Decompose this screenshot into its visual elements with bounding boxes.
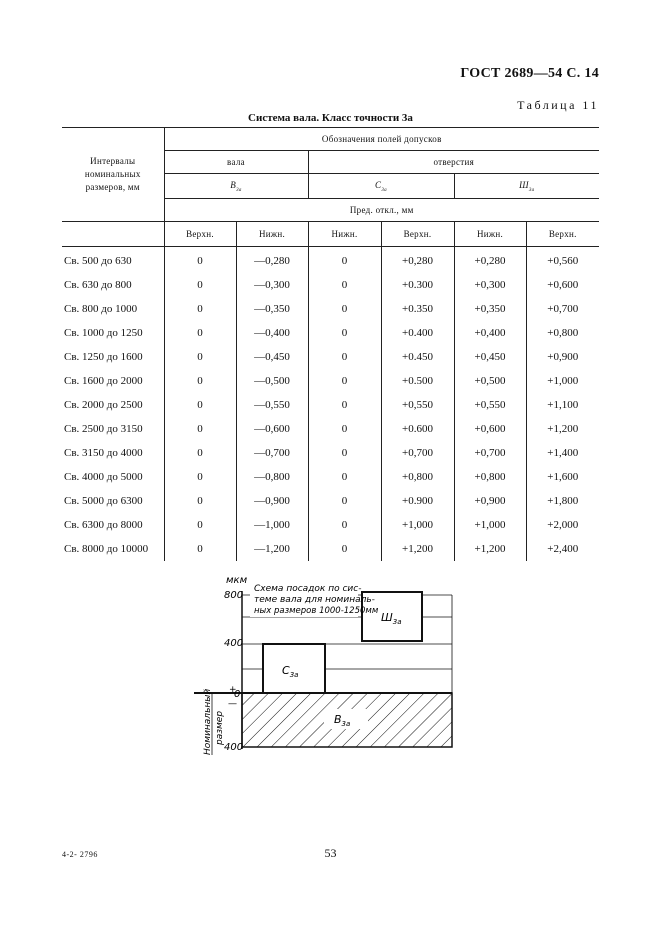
table-row <box>62 465 599 489</box>
deviation-cell: —0,280 <box>236 247 308 274</box>
deviation-cell: +0,560 <box>526 247 599 274</box>
deviation-cell: +0,800 <box>381 465 454 489</box>
deviation-cell: +1,600 <box>526 465 599 489</box>
deviation-cell: 0 <box>308 537 381 561</box>
table-label: Таблица 11 <box>517 98 599 112</box>
deviation-cell: —0,600 <box>236 417 308 441</box>
size-interval-cell: Св. 2000 до 2500 <box>64 399 143 411</box>
deviation-cell: +0,400 <box>454 321 526 345</box>
deviation-cell: —0,350 <box>236 297 308 321</box>
deviation-cell: —0,500 <box>236 369 308 393</box>
table-row <box>62 273 599 297</box>
deviation-cell: +0,450 <box>454 345 526 369</box>
unit-label: мкм <box>226 575 248 586</box>
symbol-hole-sh: $Ш_{3а}$ <box>454 174 599 199</box>
deviation-cell: —1,000 <box>236 513 308 537</box>
table-row <box>62 297 599 321</box>
deviation-cell: 0 <box>164 247 236 274</box>
table-row <box>62 393 599 417</box>
deviation-cell: +0,550 <box>454 393 526 417</box>
label-b3a: $В_{3а}$ <box>334 713 351 728</box>
deviation-cell: +0.300 <box>381 273 454 297</box>
deviation-cell: 0 <box>308 369 381 393</box>
deviation-cell: —0,300 <box>236 273 308 297</box>
size-interval-cell: Св. 8000 до 10000 <box>64 543 149 555</box>
deviation-cell: —0,900 <box>236 489 308 513</box>
side-label-size: размер <box>215 710 225 745</box>
deviation-cell: +0,600 <box>526 273 599 297</box>
size-interval-cell: Св. 6300 до 8000 <box>64 519 143 531</box>
deviation-cell: 0 <box>164 417 236 441</box>
size-interval-cell: Св. 1600 до 2000 <box>64 375 143 387</box>
size-interval-cell: Св. 3150 до 4000 <box>64 447 143 459</box>
deviation-cell: +0,800 <box>526 321 599 345</box>
side-label-nominal: Номинальный <box>203 688 213 755</box>
shaft-header: вала <box>164 151 308 174</box>
deviation-cell: 0 <box>164 273 236 297</box>
deviation-cell: —0,550 <box>236 393 308 417</box>
deviation-cell: +1,800 <box>526 489 599 513</box>
table-row <box>62 345 599 369</box>
size-interval-cell: Св. 500 до 630 <box>64 255 132 267</box>
deviation-cell: 0 <box>308 441 381 465</box>
deviation-cell: 0 <box>308 321 381 345</box>
caption-line: теме вала для номиналь- <box>254 595 375 605</box>
deviation-cell: +0,550 <box>381 393 454 417</box>
label-c3a: $С_{3а}$ <box>282 664 299 679</box>
deviation-cell: +1,000 <box>381 513 454 537</box>
deviation-cell: 0 <box>164 297 236 321</box>
col-header: Верхн. <box>526 222 599 247</box>
deviation-cell: +1,200 <box>381 537 454 561</box>
size-interval-cell: Св. 800 до 1000 <box>64 303 138 315</box>
col-header-blank <box>62 222 164 247</box>
deviation-cell: 0 <box>308 393 381 417</box>
deviation-cell: 0 <box>308 273 381 297</box>
deviation-cell: 0 <box>164 465 236 489</box>
deviation-cell: +1,000 <box>454 513 526 537</box>
deviation-cell: +0,900 <box>454 489 526 513</box>
deviation-cell: 0 <box>308 513 381 537</box>
table-row <box>62 321 599 345</box>
field-hole-c3a <box>263 644 325 693</box>
tick-zero-plus: + <box>229 685 237 695</box>
size-interval-cell: Св. 1250 до 1600 <box>64 351 143 363</box>
size-interval-cell: Св. 1000 до 1250 <box>64 327 143 339</box>
table-body <box>62 247 599 562</box>
deviation-cell: +0.500 <box>381 369 454 393</box>
tick-zero: 0 <box>234 689 241 700</box>
deviation-cell: 0 <box>308 345 381 369</box>
deviation-cell: +1,400 <box>526 441 599 465</box>
document-reference: ГОСТ 2689—54 С. 14 <box>460 66 599 81</box>
deviation-cell: —0,400 <box>236 321 308 345</box>
deviation-cell: —0,800 <box>236 465 308 489</box>
table-row <box>62 369 599 393</box>
size-interval-cell: Св. 4000 до 5000 <box>64 471 143 483</box>
deviation-cell: +0,500 <box>454 369 526 393</box>
deviation-cell: 0 <box>164 393 236 417</box>
deviation-header: Пред. откл., мм <box>164 199 599 222</box>
size-interval-cell: Св. 2500 до 3150 <box>64 423 143 435</box>
deviation-cell: +0.400 <box>381 321 454 345</box>
table-row <box>62 441 599 465</box>
deviation-cell: —0,450 <box>236 345 308 369</box>
deviation-cell: +0,350 <box>454 297 526 321</box>
deviation-cell: —1,200 <box>236 537 308 561</box>
table-row <box>62 537 599 561</box>
deviation-cell: +1,200 <box>526 417 599 441</box>
caption-line: ных размеров 1000-1250мм <box>254 606 379 616</box>
deviation-cell: 0 <box>308 297 381 321</box>
deviation-cell: 0 <box>164 441 236 465</box>
deviation-cell: 0 <box>164 321 236 345</box>
table-row <box>62 513 599 537</box>
tick-zero-minus: — <box>228 699 237 709</box>
deviation-cell: 0 <box>164 489 236 513</box>
deviation-cell: +0,700 <box>526 297 599 321</box>
deviation-cell: +0,600 <box>454 417 526 441</box>
hole-header: отверстия <box>308 151 599 174</box>
deviation-cell: +0,900 <box>526 345 599 369</box>
fit-diagram <box>170 565 470 765</box>
deviation-cell: +0,280 <box>454 247 526 274</box>
symbol-shaft: $В_{3а}$ <box>164 174 308 199</box>
col-header: Нижн. <box>454 222 526 247</box>
symbol-hole-c: $С_{3а}$ <box>308 174 454 199</box>
col-header: Верхн. <box>381 222 454 247</box>
deviation-cell: +0,700 <box>454 441 526 465</box>
tick-400: 400 <box>224 638 244 649</box>
deviation-cell: 0 <box>308 417 381 441</box>
label-sh3a: $Ш_{3а}$ <box>381 611 402 626</box>
tolerance-table <box>62 127 599 561</box>
deviation-cell: 0 <box>164 513 236 537</box>
deviation-cell: +0,700 <box>381 441 454 465</box>
caption-line: Схема посадок по сис- <box>254 584 362 594</box>
deviation-cell: +1,200 <box>454 537 526 561</box>
col-header: Нижн. <box>308 222 381 247</box>
intervals-header: Интервалы номинальных размеров, мм <box>62 128 164 222</box>
deviation-cell: 0 <box>308 465 381 489</box>
size-interval-cell: Св. 630 до 800 <box>64 279 132 291</box>
deviation-cell: +0,280 <box>381 247 454 274</box>
table-row <box>62 489 599 513</box>
deviation-cell: 0 <box>164 537 236 561</box>
page-number: 53 <box>324 846 337 860</box>
deviation-cell: +1,100 <box>526 393 599 417</box>
col-header: Верхн. <box>164 222 236 247</box>
deviation-cell: +0.350 <box>381 297 454 321</box>
table-title: Система вала. Класс точности 3а <box>248 112 413 124</box>
deviation-cell: 0 <box>308 247 381 274</box>
deviation-cell: +2,000 <box>526 513 599 537</box>
deviation-cell: +0.450 <box>381 345 454 369</box>
table-row <box>62 417 599 441</box>
deviation-cell: +0,300 <box>454 273 526 297</box>
deviation-cell: —0,700 <box>236 441 308 465</box>
deviation-cell: +0.900 <box>381 489 454 513</box>
deviation-cell: 0 <box>164 369 236 393</box>
deviation-cell: +0.600 <box>381 417 454 441</box>
table-row <box>62 247 599 274</box>
print-code: 4-2- 2796 <box>62 850 98 859</box>
deviation-cell: 0 <box>308 489 381 513</box>
deviation-cell: 0 <box>164 345 236 369</box>
deviation-cell: +0,800 <box>454 465 526 489</box>
designations-header: Обозначения полей допусков <box>164 128 599 151</box>
tick-800: 800 <box>224 590 244 601</box>
tick-minus-400: 400 <box>224 742 244 753</box>
deviation-cell: +2,400 <box>526 537 599 561</box>
size-interval-cell: Св. 5000 до 6300 <box>64 495 143 507</box>
col-header: Нижн. <box>236 222 308 247</box>
deviation-cell: +1,000 <box>526 369 599 393</box>
